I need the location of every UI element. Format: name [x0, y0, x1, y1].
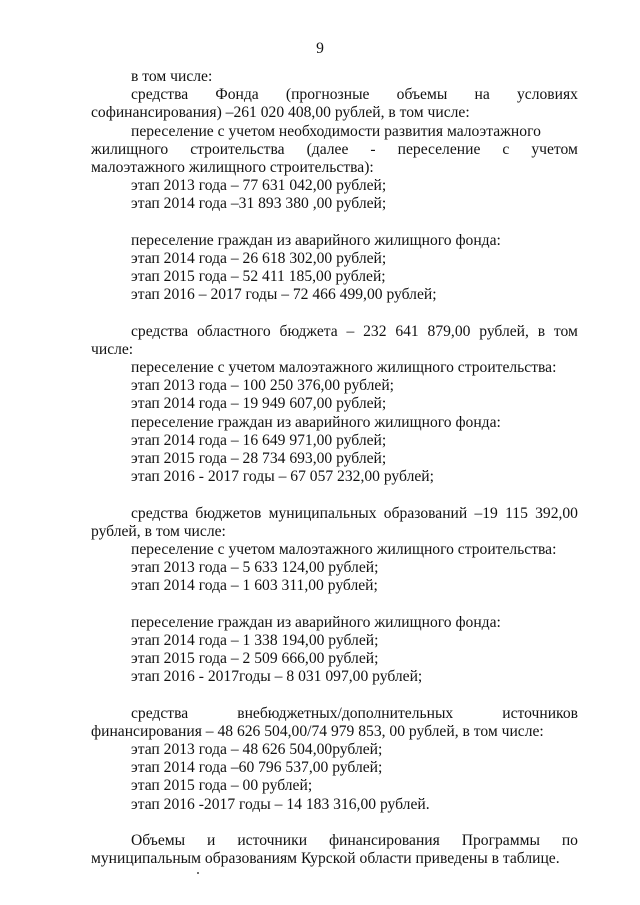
- paragraph-gap: [91, 595, 578, 613]
- document-body: [91, 68, 578, 868]
- text-line: этап 2014 года – 26 618 302,00 рублей;: [131, 249, 387, 267]
- text-line: этап 2016 - 2017годы – 8 031 097,00 рублей;: [131, 668, 423, 686]
- scan-speck: [197, 872, 199, 874]
- text-line: средства бюджетов муниципальных образований –19 115 392,00: [131, 504, 578, 522]
- text-line: этап 2014 года –31 893 380 ,00 рублей;: [131, 195, 387, 213]
- text-line: переселение с учетом необходимости развития малоэтажного: [131, 122, 541, 140]
- text-line: рублей, в том числе:: [91, 522, 226, 540]
- text-line: финансирования – 48 626 504,00/74 979 853, 00 рублей, в том числе:: [91, 722, 544, 740]
- text-line: в том числе:: [131, 68, 213, 85]
- paragraph-gap: [91, 686, 578, 704]
- text-line: этап 2015 года – 28 734 693,00 рублей;: [131, 449, 387, 467]
- text-line: этап 2013 года – 48 626 504,00рублей;: [131, 740, 383, 758]
- text-line: средства внебюджетных/дополнительных источников: [131, 704, 578, 722]
- text-line: этап 2015 года – 00 рублей;: [131, 777, 313, 795]
- text-line: Объемы и источники финансирования Программы по: [131, 831, 578, 849]
- text-line: этап 2014 года – 16 649 971,00 рублей;: [131, 431, 387, 449]
- text-line: этап 2014 года – 1 338 194,00 рублей;: [131, 631, 379, 649]
- text-line: этап 2015 года – 2 509 666,00 рублей;: [131, 650, 379, 667]
- text-line: малоэтажного жилищного строительства):: [91, 158, 374, 176]
- text-line: переселение граждан из аварийного жилищного фонда:: [131, 231, 501, 249]
- paragraph-gap: [91, 486, 578, 504]
- text-line: переселение граждан из аварийного жилищного фонда:: [131, 613, 501, 631]
- text-line: переселение с учетом малоэтажного жилищного строительства:: [131, 359, 557, 376]
- text-line: этап 2014 года – 1 603 311,00 рублей;: [131, 577, 378, 595]
- paragraph-gap: [91, 214, 578, 232]
- text-line: этап 2013 года – 5 633 124,00 рублей;: [131, 559, 379, 577]
- text-line: переселение граждан из аварийного жилищного фонда:: [131, 413, 501, 431]
- paragraph-gap: [91, 814, 578, 832]
- page-number: 9: [316, 40, 324, 57]
- paragraph-gap: [91, 304, 578, 322]
- text-line: этап 2013 года – 100 250 376,00 рублей;: [131, 377, 395, 395]
- text-line: числе:: [91, 340, 134, 358]
- text-line: средства областного бюджета – 232 641 879,00 рублей, в том: [131, 322, 578, 340]
- text-line: этап 2016 -2017 годы – 14 183 316,00 рублей.: [131, 795, 430, 813]
- text-line: переселение с учетом малоэтажного жилищного строительства:: [131, 540, 557, 558]
- text-line: этап 2014 года – 19 949 607,00 рублей;: [131, 395, 387, 413]
- text-line: этап 2016 - 2017 годы – 67 057 232,00 рублей;: [131, 468, 434, 486]
- text-line: муниципальным образованиям Курской области приведены в таблице.: [91, 850, 560, 868]
- text-line: этап 2015 года – 52 411 185,00 рублей;: [131, 268, 386, 286]
- text-line: средства Фонда (прогнозные объемы на условиях: [131, 86, 578, 104]
- text-line: софинансирования) –261 020 408,00 рублей, в том числе:: [91, 104, 470, 122]
- text-line: этап 2014 года –60 796 537,00 рублей;: [131, 759, 383, 777]
- text-line: этап 2016 – 2017 годы – 72 466 499,00 рублей;: [131, 286, 437, 304]
- text-line: жилищного строительства (далее - переселение с учетом: [91, 140, 578, 158]
- text-line: этап 2013 года – 77 631 042,00 рублей;: [131, 177, 387, 195]
